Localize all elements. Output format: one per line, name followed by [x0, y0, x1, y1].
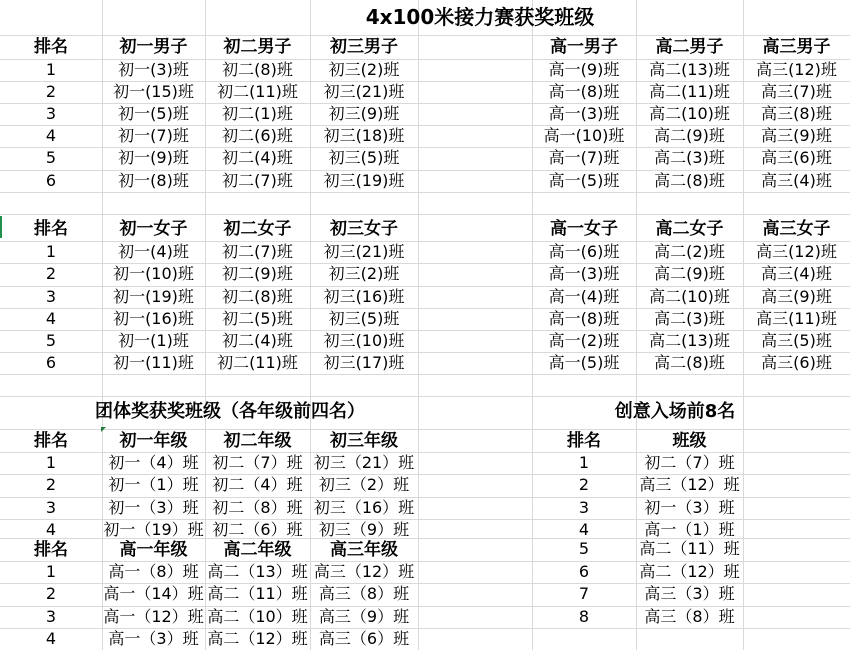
team-junior-class-cell: 初三（9）班 — [318, 520, 410, 539]
girls-header-junior-two: 初二女子 — [223, 219, 292, 239]
girls-rank-cell: 3 — [45, 287, 57, 306]
boys-class-cell: 高二(9)班 — [654, 126, 725, 145]
girls-rank-cell: 1 — [45, 242, 57, 261]
creative-class-cell: 高一（1）班 — [644, 520, 735, 539]
girls-header-senior-two: 高二女子 — [655, 219, 724, 239]
creative-rank-cell: 1 — [578, 453, 590, 472]
boys-class-cell: 初一(7)班 — [118, 126, 189, 145]
team-senior-header-grade-three: 高三年级 — [330, 540, 398, 560]
team-junior-class-cell: 初三（21）班 — [313, 453, 415, 472]
team-junior-class-cell: 初一（4）班 — [108, 453, 199, 472]
boys-class-cell: 初三(9)班 — [328, 104, 400, 123]
girls-header-rank: 排名 — [34, 219, 68, 239]
grid-hline — [0, 192, 850, 193]
boys-class-cell: 初三(18)班 — [323, 126, 405, 145]
boys-class-cell: 高一(5)班 — [548, 171, 620, 190]
team-junior-header-grade-one: 初一年级 — [119, 431, 188, 451]
girls-class-cell: 高三(4)班 — [761, 264, 832, 283]
boys-rank-cell: 6 — [45, 171, 57, 190]
girls-class-cell: 初一(19)班 — [113, 287, 194, 306]
boys-class-cell: 高二(11)班 — [649, 82, 730, 101]
team-senior-class-cell: 高三（6）班 — [318, 629, 410, 648]
boys-class-cell: 初二(8)班 — [222, 60, 293, 79]
boys-class-cell: 高三(12)班 — [756, 60, 837, 79]
team-senior-class-cell: 高二（13）班 — [207, 562, 308, 581]
boys-header-rank: 排名 — [34, 37, 68, 57]
girls-class-cell: 初一(16)班 — [113, 309, 194, 328]
girls-class-cell: 高一(4)班 — [548, 287, 620, 306]
boys-class-cell: 初一(8)班 — [118, 171, 189, 190]
boys-class-cell: 初三(21)班 — [323, 82, 405, 101]
boys-class-cell: 高一(3)班 — [548, 104, 620, 123]
girls-class-cell: 高三(11)班 — [756, 309, 837, 328]
grid-vline — [418, 0, 419, 650]
girls-class-cell: 高二(8)班 — [654, 353, 725, 372]
boys-class-cell: 高三(7)班 — [761, 82, 832, 101]
girls-class-cell: 高二(9)班 — [654, 264, 725, 283]
boys-class-cell: 初三(2)班 — [328, 60, 400, 79]
boys-class-cell: 高三(9)班 — [761, 126, 832, 145]
boys-class-cell: 初二(7)班 — [222, 171, 293, 190]
girls-header-senior-one: 高一女子 — [550, 219, 618, 239]
girls-rank-cell: 5 — [45, 331, 57, 350]
team-junior-class-cell: 初二（4）班 — [212, 475, 303, 494]
boys-rank-cell: 5 — [45, 148, 57, 167]
team-section-title: 团体奖获奖班级（各年级前四名） — [95, 401, 365, 422]
team-junior-class-cell: 初二（8）班 — [212, 498, 303, 517]
team-senior-header-grade-two: 高二年级 — [223, 540, 292, 560]
team-junior-class-cell: 初三（2）班 — [318, 475, 410, 494]
team-senior-class-cell: 高一（12）班 — [103, 607, 204, 626]
creative-class-cell: 高二（12）班 — [639, 562, 740, 581]
girls-header-junior-three: 初三女子 — [330, 219, 398, 239]
girls-rank-cell: 2 — [45, 264, 57, 283]
boys-class-cell: 高一(7)班 — [548, 148, 620, 167]
creative-class-cell: 高二（11）班 — [639, 539, 740, 558]
team-senior-class-cell: 高一（14）班 — [103, 584, 204, 603]
boys-class-cell: 高一(8)班 — [548, 82, 620, 101]
girls-class-cell: 初二(4)班 — [222, 331, 293, 350]
team-junior-class-cell: 初一（1）班 — [108, 475, 199, 494]
girls-class-cell: 高二(3)班 — [654, 309, 725, 328]
boys-class-cell: 初一(3)班 — [118, 60, 189, 79]
girls-class-cell: 高二(10)班 — [649, 287, 730, 306]
boys-class-cell: 初一(5)班 — [118, 104, 189, 123]
team-senior-rank-cell: 2 — [45, 584, 57, 603]
boys-rank-cell: 2 — [45, 82, 57, 101]
creative-rank-cell: 6 — [578, 562, 590, 581]
team-junior-rank-cell: 3 — [45, 498, 57, 517]
creative-rank-cell: 2 — [578, 475, 590, 494]
girls-class-cell: 高一(8)班 — [548, 309, 620, 328]
girls-class-cell: 高一(2)班 — [548, 331, 620, 350]
creative-class-cell: 高三（8）班 — [644, 607, 735, 626]
team-junior-rank-cell: 1 — [45, 453, 57, 472]
team-senior-rank-cell: 1 — [45, 562, 57, 581]
team-senior-class-cell: 高二（12）班 — [207, 629, 308, 648]
girls-class-cell: 初一(11)班 — [113, 353, 194, 372]
boys-header-senior-two: 高二男子 — [655, 37, 724, 57]
boys-class-cell: 初一(15)班 — [113, 82, 194, 101]
girls-class-cell: 高二(2)班 — [654, 242, 725, 261]
girls-class-cell: 高二(13)班 — [649, 331, 730, 350]
boys-class-cell: 高二(8)班 — [654, 171, 725, 190]
team-senior-class-cell: 高一（8）班 — [108, 562, 199, 581]
team-junior-class-cell: 初一（19）班 — [103, 520, 204, 539]
creative-section-title: 创意入场前8名 — [614, 401, 736, 422]
girls-class-cell: 高三(5)班 — [761, 331, 832, 350]
team-junior-class-cell: 初一（3）班 — [108, 498, 199, 517]
creative-header-rank: 排名 — [567, 431, 601, 451]
team-junior-class-cell: 初二（7）班 — [212, 453, 303, 472]
girls-rank-cell: 4 — [45, 309, 57, 328]
girls-class-cell: 初三(10)班 — [323, 331, 405, 350]
boys-class-cell: 初二(4)班 — [222, 148, 293, 167]
boys-class-cell: 初二(11)班 — [217, 82, 298, 101]
boys-class-cell: 高一(9)班 — [548, 60, 620, 79]
girls-class-cell: 初二(5)班 — [222, 309, 293, 328]
team-junior-header-rank: 排名 — [34, 431, 68, 451]
boys-rank-cell: 4 — [45, 126, 57, 145]
team-junior-header-grade-two: 初二年级 — [223, 431, 292, 451]
team-senior-header-grade-one: 高一年级 — [119, 540, 188, 560]
boys-class-cell: 初三(19)班 — [323, 171, 405, 190]
boys-rank-cell: 3 — [45, 104, 57, 123]
boys-header-junior-two: 初二男子 — [223, 37, 292, 57]
team-senior-class-cell: 高三（8）班 — [318, 584, 410, 603]
boys-class-cell: 初二(1)班 — [222, 104, 293, 123]
team-senior-class-cell: 高二（11）班 — [207, 584, 308, 603]
boys-header-senior-three: 高三男子 — [762, 37, 831, 57]
creative-class-cell: 初二（7）班 — [644, 453, 735, 472]
team-senior-class-cell: 高三（12）班 — [313, 562, 415, 581]
creative-rank-cell: 4 — [578, 520, 590, 539]
girls-class-cell: 初三(17)班 — [323, 353, 405, 372]
creative-rank-cell: 8 — [578, 607, 590, 626]
creative-class-cell: 高三（12）班 — [639, 475, 740, 494]
boys-class-cell: 高三(4)班 — [761, 171, 832, 190]
girls-class-cell: 高一(3)班 — [548, 264, 620, 283]
boys-class-cell: 高二(3)班 — [654, 148, 725, 167]
girls-class-cell: 高三(6)班 — [761, 353, 832, 372]
team-junior-class-cell: 初三（16）班 — [313, 498, 415, 517]
girls-header-senior-three: 高三女子 — [762, 219, 831, 239]
boys-class-cell: 高二(13)班 — [649, 60, 730, 79]
girls-class-cell: 高三(12)班 — [756, 242, 837, 261]
boys-header-junior-three: 初三男子 — [330, 37, 398, 57]
boys-header-senior-one: 高一男子 — [550, 37, 618, 57]
team-senior-rank-cell: 4 — [45, 629, 57, 648]
girls-class-cell: 初二(11)班 — [217, 353, 298, 372]
page-title: 4x100米接力赛获奖班级 — [365, 5, 595, 29]
boys-class-cell: 高三(8)班 — [761, 104, 832, 123]
girls-class-cell: 初二(8)班 — [222, 287, 293, 306]
creative-rank-cell: 3 — [578, 498, 590, 517]
grid-hline — [0, 374, 850, 375]
creative-rank-cell: 5 — [578, 539, 590, 558]
girls-class-cell: 初一(1)班 — [118, 331, 189, 350]
creative-rank-cell: 7 — [578, 584, 590, 603]
girls-class-cell: 高三(9)班 — [761, 287, 832, 306]
team-senior-class-cell: 高二（10）班 — [207, 607, 308, 626]
girls-class-cell: 高一(6)班 — [548, 242, 620, 261]
girls-rank-cell: 6 — [45, 353, 57, 372]
team-senior-rank-cell: 3 — [45, 607, 57, 626]
girls-class-cell: 初三(21)班 — [323, 242, 405, 261]
girls-header-junior-one: 初一女子 — [119, 219, 188, 239]
team-junior-header-grade-three: 初三年级 — [330, 431, 398, 451]
boys-class-cell: 高一(10)班 — [543, 126, 625, 145]
boys-class-cell: 初二(6)班 — [222, 126, 293, 145]
boys-class-cell: 高二(10)班 — [649, 104, 730, 123]
boys-class-cell: 初三(5)班 — [328, 148, 400, 167]
grid-hline — [0, 214, 850, 215]
boys-class-cell: 初一(9)班 — [118, 148, 189, 167]
girls-class-cell: 初二(7)班 — [222, 242, 293, 261]
team-junior-rank-cell: 2 — [45, 475, 57, 494]
grid-hline — [0, 396, 850, 397]
team-junior-class-cell: 初二（6）班 — [212, 520, 303, 539]
girls-class-cell: 高一(5)班 — [548, 353, 620, 372]
girls-class-cell: 初二(9)班 — [222, 264, 293, 283]
boys-header-junior-one: 初一男子 — [119, 37, 188, 57]
team-senior-class-cell: 高三（9）班 — [318, 607, 410, 626]
team-senior-class-cell: 高一（3）班 — [108, 629, 199, 648]
boys-rank-cell: 1 — [45, 60, 57, 79]
team-senior-header-rank: 排名 — [34, 540, 68, 560]
creative-class-cell: 高三（3）班 — [644, 584, 735, 603]
creative-class-cell: 初一（3）班 — [644, 498, 735, 517]
girls-class-cell: 初三(16)班 — [323, 287, 405, 306]
girls-class-cell: 初三(5)班 — [328, 309, 400, 328]
team-junior-rank-cell: 4 — [45, 520, 57, 539]
boys-class-cell: 高三(6)班 — [761, 148, 832, 167]
girls-class-cell: 初三(2)班 — [328, 264, 400, 283]
girls-class-cell: 初一(4)班 — [118, 242, 189, 261]
creative-header-class: 班级 — [672, 431, 707, 451]
girls-class-cell: 初一(10)班 — [113, 264, 194, 283]
